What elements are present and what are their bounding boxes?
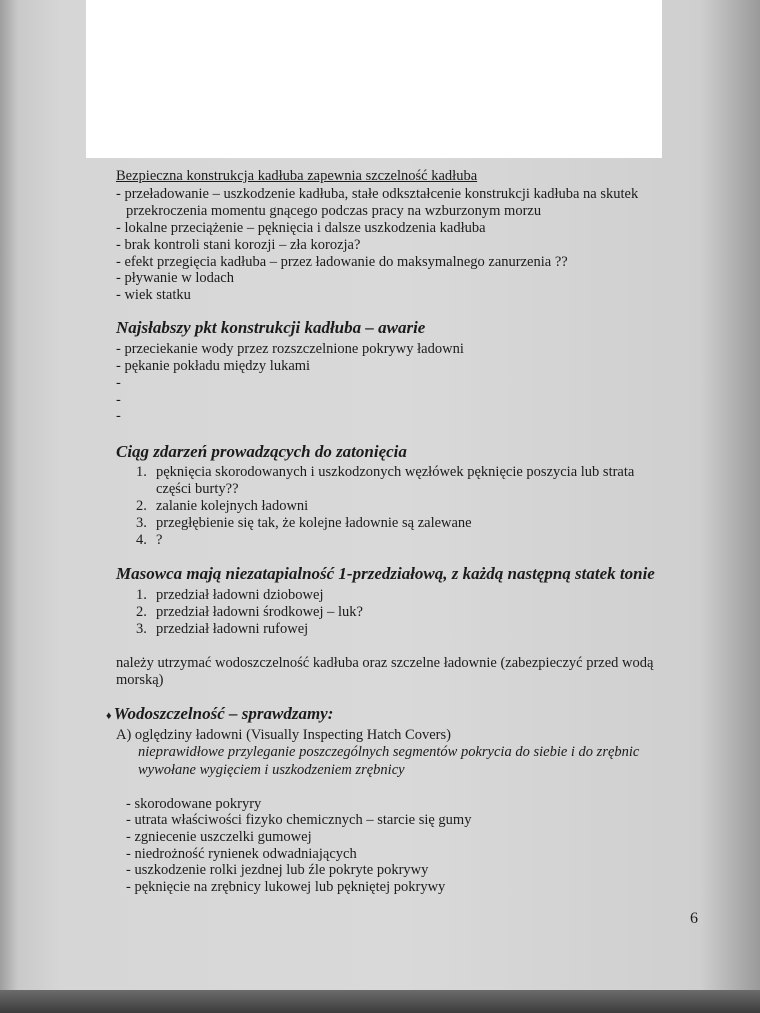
section1-line: - brak kontroli stani korozji – zła korozja? bbox=[116, 237, 361, 253]
redacted-area bbox=[86, 0, 662, 158]
page-bottom-edge bbox=[0, 990, 760, 1013]
section3-item: części burty?? bbox=[156, 481, 239, 497]
section4-item: 1. przedział ładowni dziobowej bbox=[136, 587, 324, 603]
section4-note: morską) bbox=[116, 672, 164, 688]
section2-line: - bbox=[116, 392, 121, 408]
section3-item: 2. zalanie kolejnych ładowni bbox=[136, 498, 309, 514]
section1-line: - lokalne przeciążenie – pęknięcia i dalsze uszkodzenia kadłuba bbox=[116, 220, 486, 236]
section1-line: - przeładowanie – uszkodzenie kadłuba, stałe odkształcenie konstrukcji kadłuba na skutek bbox=[116, 186, 639, 202]
section2-line: - bbox=[116, 375, 121, 391]
section3-item: 4. ? bbox=[136, 532, 163, 548]
section3-item: 3. przegłębienie się tak, że kolejne ładownie są zalewane bbox=[136, 515, 472, 531]
section3-title: Ciąg zdarzeń prowadzących do zatonięcia bbox=[116, 442, 407, 461]
section5-title: ♦ Wodoszczelność – sprawdzamy: bbox=[106, 704, 334, 723]
section5-point-a: A) oględziny ładowni (Visually Inspecting Hatch Covers) bbox=[116, 727, 451, 743]
section1-line: - pływanie w lodach bbox=[116, 270, 234, 286]
diamond-bullet-icon: ♦ bbox=[106, 710, 112, 722]
section5-line: - zgniecenie uszczelki gumowej bbox=[126, 829, 312, 845]
section2-title: Najsłabszy pkt konstrukcji kadłuba – awarie bbox=[116, 318, 426, 337]
section5-line: - niedrożność rynienek odwadniających bbox=[126, 846, 357, 862]
section4-note: należy utrzymać wodoszczelność kadłuba oraz szczelne ładownie (zabezpieczyć przed wodą bbox=[116, 655, 654, 671]
section2-line: - przeciekanie wody przez rozszczelnione pokrywy ładowni bbox=[116, 341, 464, 357]
section3-item: 1. pęknięcia skorodowanych i uszkodzonych węzłówek pęknięcie poszycia lub strata bbox=[136, 464, 635, 480]
section2-line: - bbox=[116, 408, 121, 424]
section5-line: - uszkodzenie rolki jezdnej lub źle pokryte pokrywy bbox=[126, 862, 429, 878]
section4-item: 2. przedział ładowni środkowej – luk? bbox=[136, 604, 363, 620]
section1-line: - wiek statku bbox=[116, 287, 191, 303]
section2-line: - pękanie pokładu między lukami bbox=[116, 358, 311, 374]
section5-line: - skorodowane pokryry bbox=[126, 796, 262, 812]
section5-italic: nieprawidłowe przyleganie poszczególnych segmentów pokrycia do siebie i do zrębnic bbox=[138, 744, 640, 760]
section1-line: - efekt przegięcia kadłuba – przez ładowanie do maksymalnego zanurzenia ?? bbox=[116, 254, 568, 270]
section5-italic: wywołane wygięciem i uszkodzeniem zrębnicy bbox=[138, 762, 405, 778]
section1-line: przekroczenia momentu gnącego podczas pracy na wzburzonym morzu bbox=[126, 203, 542, 219]
section4-title: Masowca mają niezatapialność 1-przedziałową, z każdą następną statek tonie bbox=[116, 564, 655, 583]
section4-item: 3. przedział ładowni rufowej bbox=[136, 621, 309, 637]
section5-line: - pęknięcie na zrębnicy lukowej lub pękniętej pokrywy bbox=[126, 879, 446, 895]
section5-line: - utrata właściwości fizyko chemicznych – starcie się gumy bbox=[126, 812, 472, 828]
section1-title: Bezpieczna konstrukcja kadłuba zapewnia szczelność kadłuba bbox=[116, 168, 478, 184]
page-number: 6 bbox=[690, 910, 698, 927]
